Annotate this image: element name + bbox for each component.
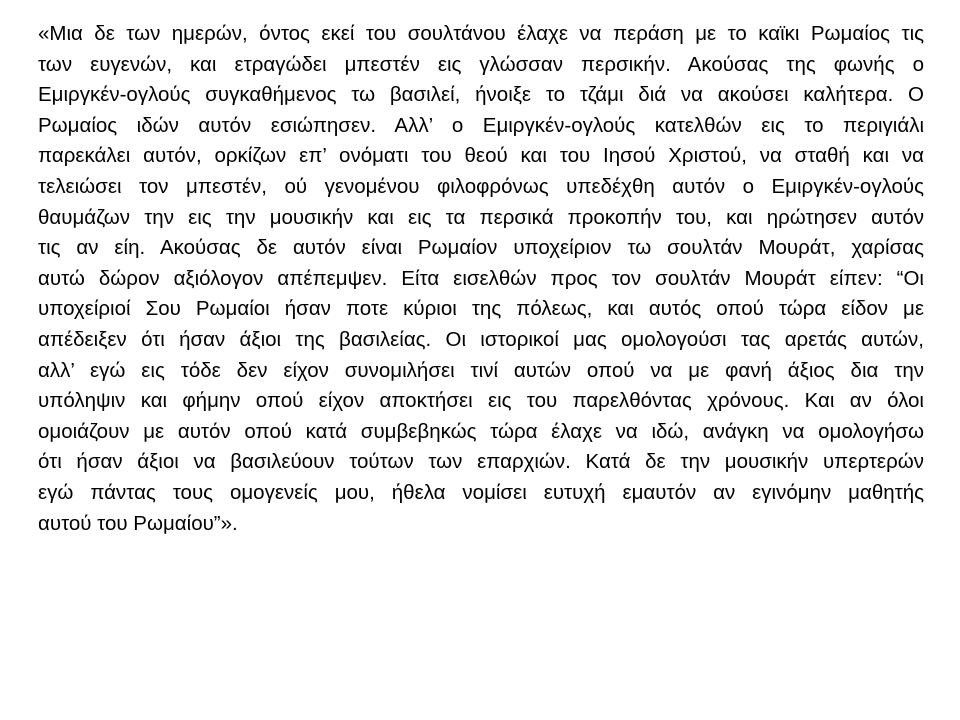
text-line: ότι ήσαν άξιοι να βασιλεύουν τούτων των επαρχιών. Κατά δε την μουσικήν υπερτερών — [38, 450, 924, 474]
text-passage — [38, 19, 924, 539]
text-line: αυτώ δώρον αξιόλογον απέπεμψεν. Είτα εισελθών προς τον σουλτάν Μουράτ είπεν: “Οι — [38, 266, 924, 290]
text-line: αλλ’ εγώ εις τόδε δεν είχον συνομιλήσει τινί αυτών οπού να με φανή άξιος δια την — [38, 358, 924, 382]
text-line: «Μια δε των ημερών, όντος εκεί του σουλτάνου έλαχε να περάση με το καϊκι Ρωμαίος τις — [38, 22, 924, 45]
text-line: τις αν είη. Ακούσας δε αυτόν είναι Ρωμαίον υποχείριον τω σουλτάν Μουράτ, χαρίσας — [38, 236, 924, 260]
text-line: τελειώσει τον μπεστέν, ού γενομένου φιλοφρόνως υπεδέχθη αυτόν ο Εμιργκέν-ογλούς — [38, 174, 924, 198]
text-line: εγώ πάντας τους ομογενείς μου, ήθελα νομίσει ευτυχή εμαυτόν αν εγινόμην μαθητής — [38, 480, 924, 504]
text-line: υποχείριοί Σου Ρωμαίοι ήσαν ποτε κύριοι της πόλεως, και αυτός οπού τώρα είδον με — [38, 297, 924, 321]
text-line: υπόληψιν και φήμην οπού είχον αποκτήσει εις του παρελθόντας χρόνους. Και αν όλοι — [38, 389, 924, 413]
text-line: απέδειξεν ότι ήσαν άξιοι της βασιλείας. Οι ιστορικοί μας ομολογούσι τας αρετάς αυτών, — [38, 327, 924, 351]
text-line: των ευγενών, και ετραγώδει μπεστέν εις γλώσσαν περσικήν. Ακούσας της φωνής ο — [38, 52, 924, 76]
text-line: Ρωμαίος ιδών αυτόν εσιώπησεν. Αλλ’ ο Εμιργκέν-ογλούς κατελθών εις το περιγιάλι — [38, 113, 924, 137]
text-line: Εμιργκέν-ογλούς συγκαθήμενος τω βασιλεί, ήνοιξε το τζάμι διά να ακούσει καλήτερα. Ο — [38, 83, 924, 107]
text-line: παρεκάλει αυτόν, ορκίζων επ’ ονόματι του θεού και του Ιησού Χριστού, να σταθή και να — [38, 144, 924, 168]
text-line-last: αυτού του Ρωμαίου”». — [38, 511, 238, 535]
text-line: θαυμάζων την εις την μουσικήν και εις τα περσικά προκοπήν του, και ηρώτησεν αυτόν — [38, 205, 924, 229]
text-line: ομοιάζουν με αυτόν οπού κατά συμβεβηκώς τώρα έλαχε να ιδώ, ανάγκη να ομολογήσω — [38, 419, 924, 443]
